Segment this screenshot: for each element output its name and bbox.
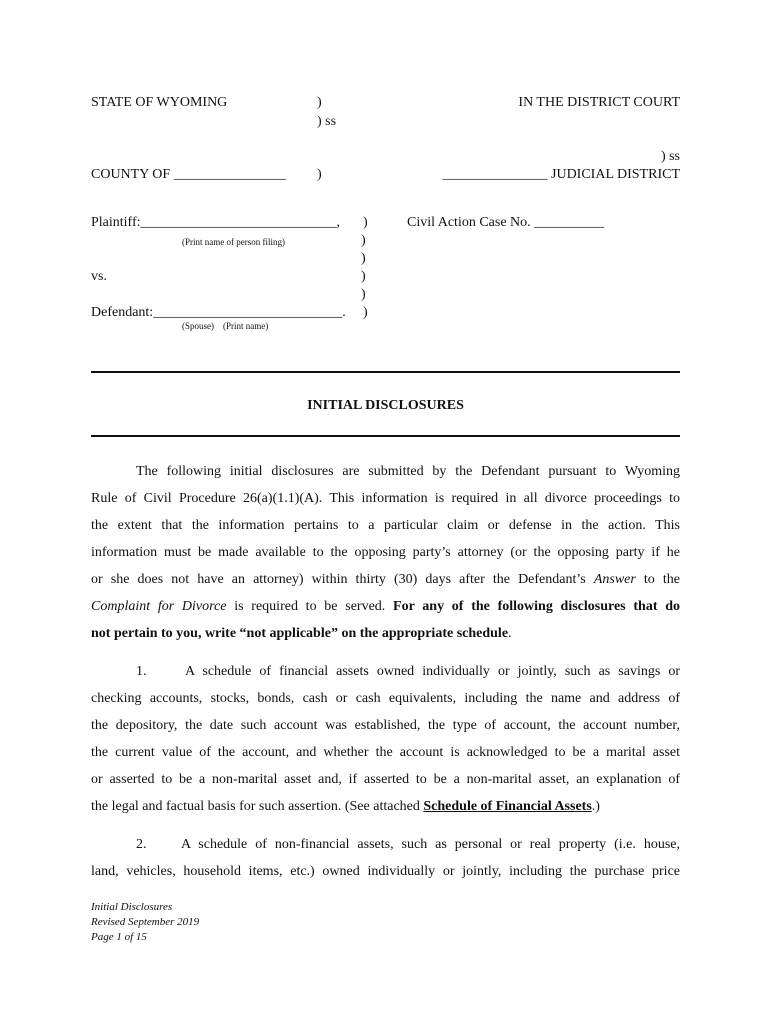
text-line: or she does not have an attorney) within thirty (30) days after the Defendant’s Answer to the — [91, 572, 680, 587]
judicial-district-field: _______________ JUDICIAL DISTRICT — [442, 167, 680, 182]
caption-ss-right: ) ss — [660, 149, 680, 164]
bottom-rule — [91, 435, 680, 437]
footer-page-number: Page 1 of 15 — [91, 931, 147, 943]
case-number-field: Civil Action Case No. __________ — [407, 215, 605, 230]
state-label: STATE OF WYOMING — [91, 95, 228, 110]
text-line: 2. A schedule of non-financial assets, such as personal or real property (i.e. house, — [91, 831, 680, 858]
item-2-paragraph — [91, 831, 680, 885]
text-line: land, vehicles, household items, etc.) owned individually or jointly, including the purchase price — [91, 864, 680, 879]
court-label: IN THE DISTRICT COURT — [518, 95, 680, 110]
schedule-financial-assets-link: Schedule of Financial Assets — [423, 799, 592, 814]
plaintiff-note: (Print name of person filing) — [182, 237, 285, 247]
text-line: or asserted to be a non-marital asset and, if asserted to be a non-marital asset, an explanation of — [91, 772, 680, 787]
plaintiff-field: Plaintiff:____________________________, — [91, 215, 341, 230]
caption-paren: ) — [363, 305, 368, 320]
text-line: Complaint for Divorce is required to be served. For any of the following disclosures that do — [91, 599, 680, 614]
document-title: INITIAL DISCLOSURES — [307, 398, 464, 413]
item-number: 2. — [136, 837, 147, 852]
item-1-paragraph — [91, 658, 680, 820]
top-rule — [91, 371, 680, 373]
intro-paragraph — [91, 458, 680, 647]
text-line: the extent that the information pertains to a particular claim or defense in the action. This — [91, 518, 680, 533]
caption-ss: ) ss — [317, 114, 337, 129]
text-line: not pertain to you, write “not applicable” on the appropriate schedule. — [91, 626, 512, 641]
text-line: The following initial disclosures are submitted by the Defendant pursuant to Wyoming — [136, 464, 680, 479]
item-number: 1. — [136, 664, 147, 679]
caption-paren: ) — [317, 95, 322, 110]
footer-title: Initial Disclosures — [91, 901, 173, 913]
caption-paren: ) — [361, 287, 366, 302]
defendant-note: (Spouse) (Print name) — [182, 321, 269, 331]
county-field: COUNTY OF ________________ — [91, 167, 286, 182]
text-line: information must be made available to the opposing party’s attorney (or the opposing party if he — [91, 545, 680, 560]
page-footer — [91, 900, 199, 945]
text-line: the depository, the date such account was established, the type of account, the account number, — [91, 718, 680, 733]
text-line: 1. A schedule of financial assets owned individually or jointly, such as savings or — [91, 658, 680, 685]
text-line: the legal and factual basis for such assertion. (See attached Schedule of Financial Assets.) — [91, 799, 600, 814]
text-line: Rule of Civil Procedure 26(a)(1.1)(A). This information is required in all divorce proceedings to — [91, 491, 680, 506]
caption-paren: ) — [361, 233, 366, 248]
caption-paren: ) — [317, 167, 322, 182]
caption-paren: ) — [361, 269, 366, 284]
defendant-field: Defendant:___________________________. — [91, 305, 346, 320]
text-line: checking accounts, stocks, bonds, cash or cash equivalents, including the name and address of — [91, 691, 680, 706]
caption-paren: ) — [363, 215, 368, 230]
text-line: the current value of the account, and whether the account is acknowledged to be a marital asset — [91, 745, 680, 760]
vs-label: vs. — [91, 269, 107, 284]
footer-revision: Revised September 2019 — [91, 916, 200, 928]
caption-paren: ) — [361, 251, 366, 266]
